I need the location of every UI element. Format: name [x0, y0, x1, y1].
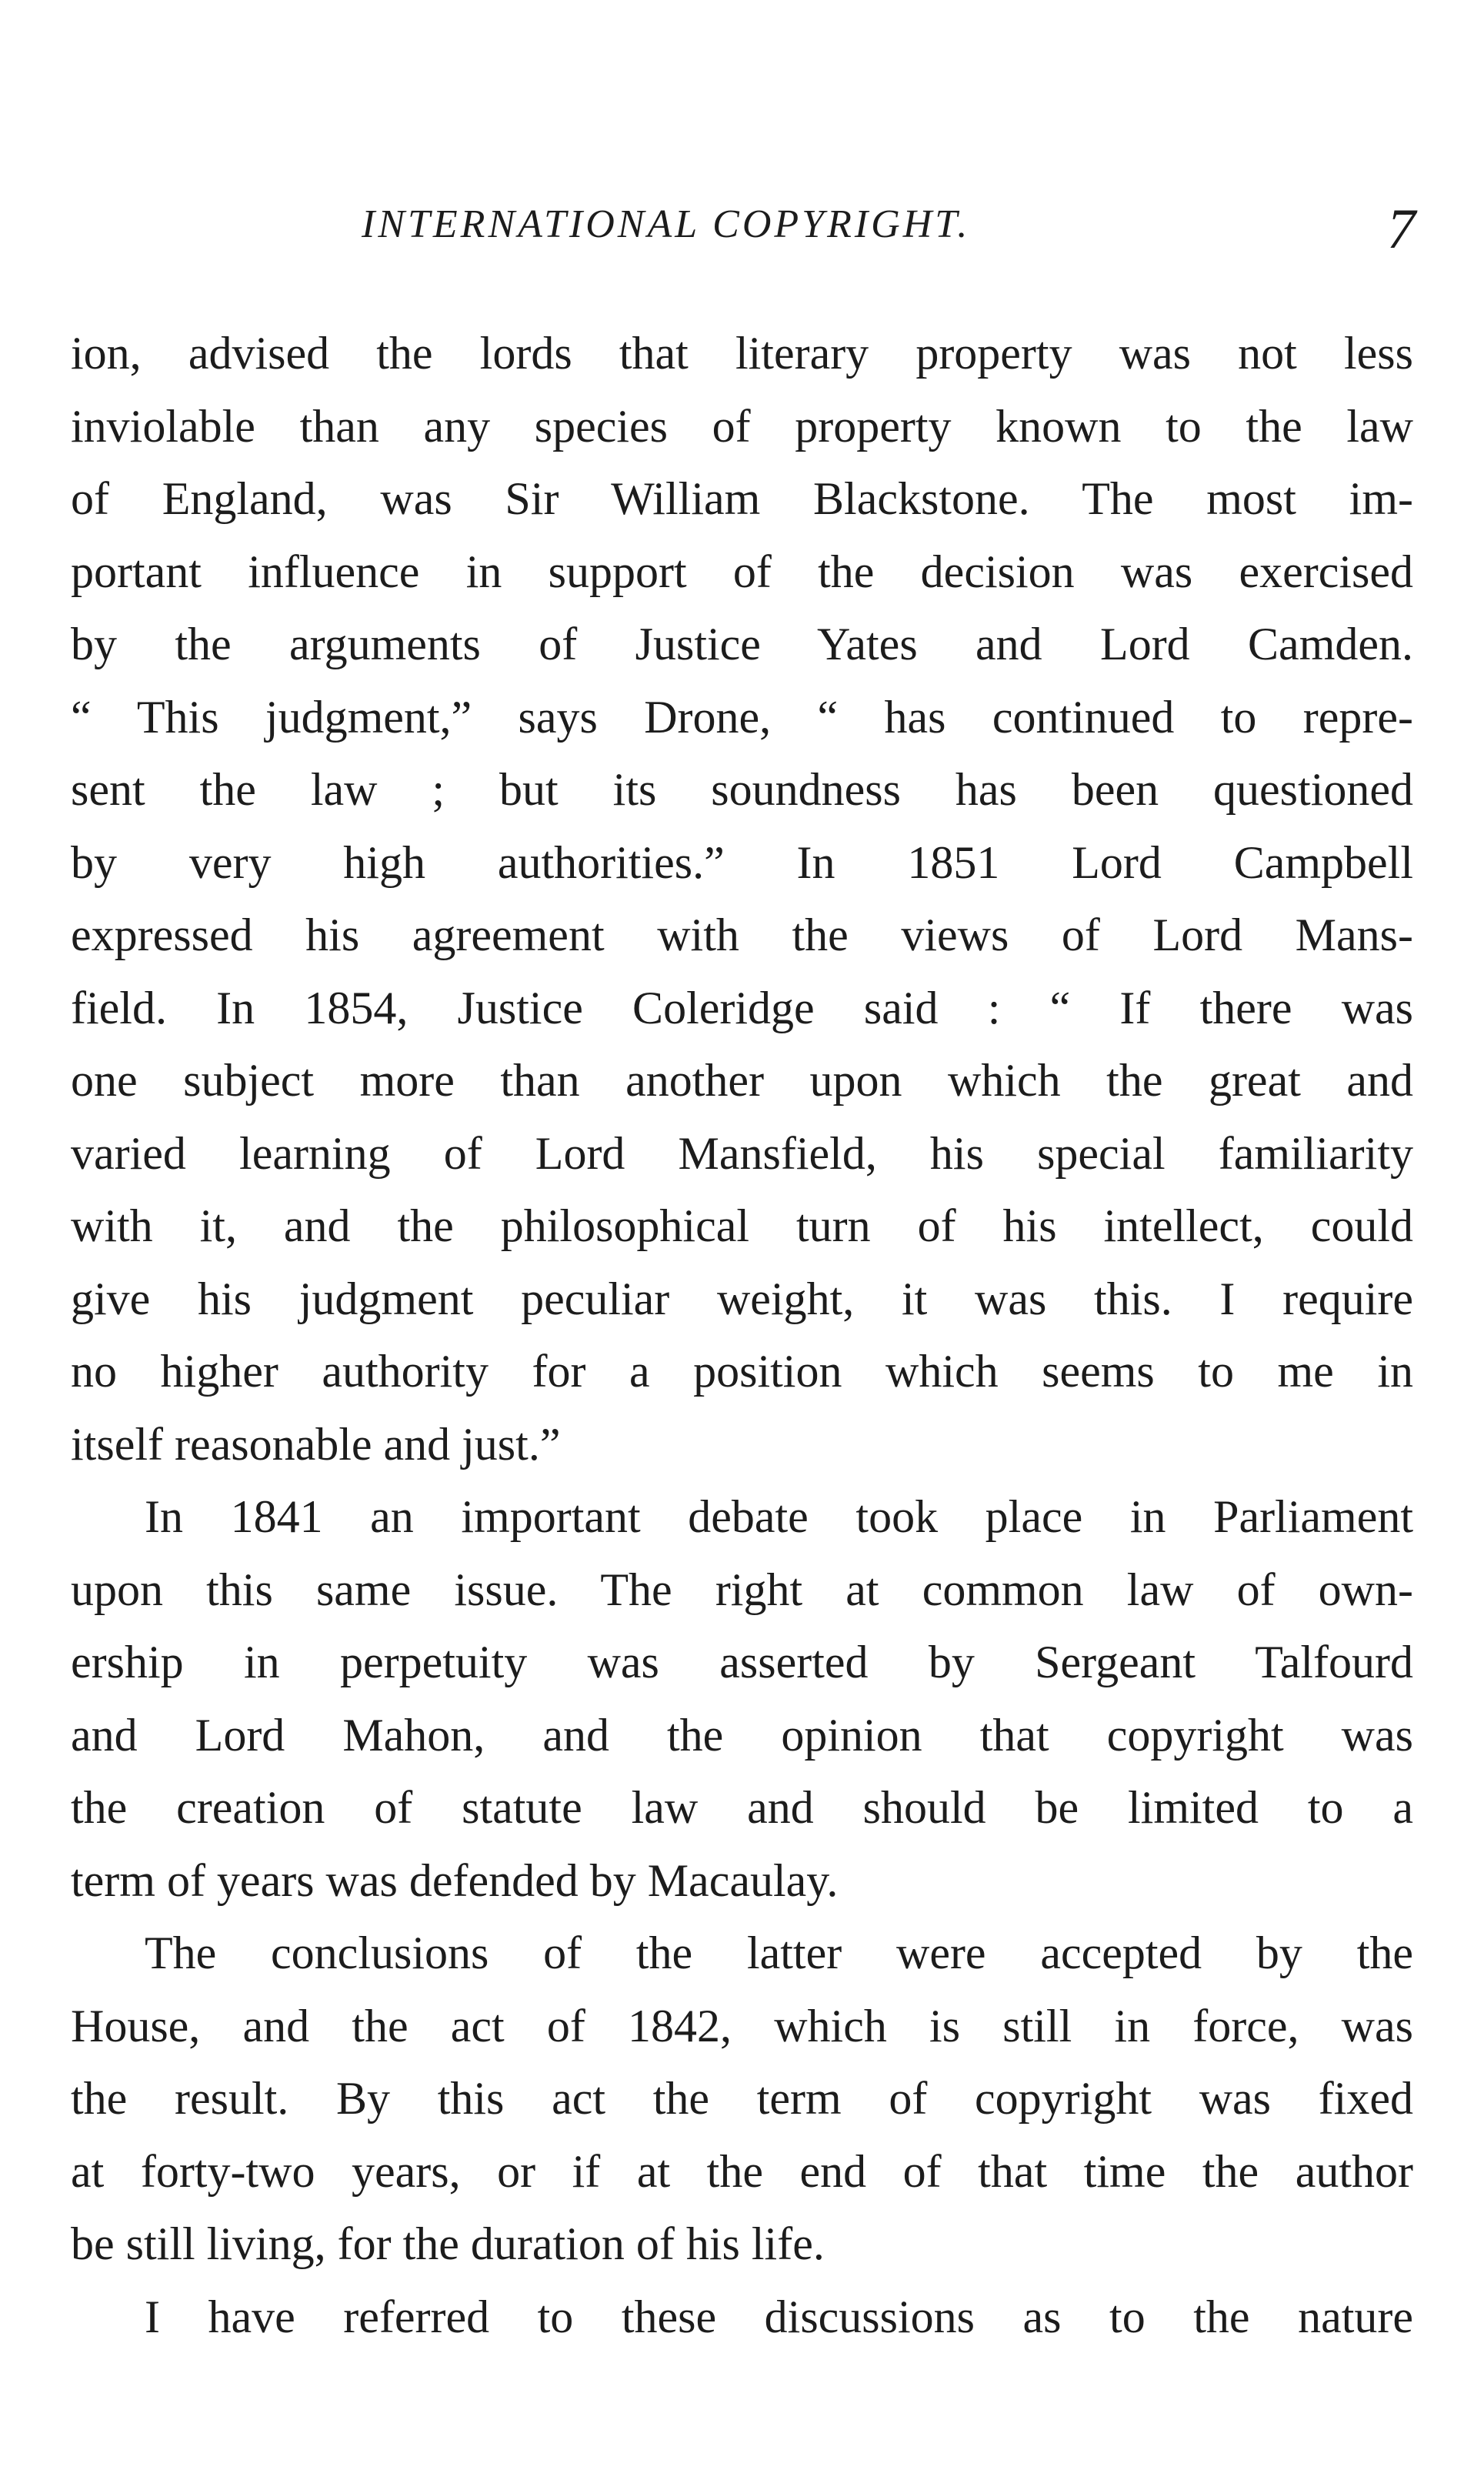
text-line: sent the law ; but its soundness has been questioned [71, 764, 1413, 815]
text-line: expressed his agreement with the views of Lord Mans- [71, 910, 1413, 960]
text-line: ership in perpetuity was asserted by Sergeant Talfourd [71, 1637, 1413, 1687]
text-line: and Lord Mahon, and the opinion that copyright was [71, 1709, 1413, 1761]
page-number: 7 [1387, 198, 1416, 261]
text-line: of England, was Sir William Blackstone. The most im- [71, 473, 1413, 524]
body-text [71, 317, 1413, 2353]
text-line: give his judgment peculiar weight, it was this. I require [71, 1273, 1413, 1324]
text-line: varied learning of Lord Mansfield, his special familiarity [71, 1127, 1413, 1179]
text-line: portant influence in support of the decision was exercised [71, 546, 1413, 597]
running-head [69, 198, 1416, 271]
text-line: be still living, for the duration of his life. [71, 2218, 825, 2269]
text-line: one subject more than another upon which the great and [71, 1055, 1413, 1106]
paragraph-first-line: In 1841 an important debate took place in Parliament [145, 1491, 1413, 1542]
paragraph-first-line: I have referred to these discussions as to the nature [145, 2291, 1413, 2342]
text-line: with it, and the philosophical turn of his intellect, could [71, 1200, 1413, 1251]
text-line: itself reasonable and just.” [71, 1418, 561, 1470]
text-line: no higher authority for a position which seems to me in [71, 1346, 1413, 1397]
text-line: ion, advised the lords that literary property was not less [71, 328, 1413, 379]
running-title: INTERNATIONAL COPYRIGHT. [362, 202, 971, 246]
text-line: the creation of statute law and should be limited to a [71, 1782, 1413, 1833]
text-line: at forty-two years, or if at the end of that time the author [71, 2145, 1413, 2197]
text-line: inviolable than any species of property known to the law [71, 400, 1413, 452]
text-line: the result. By this act the term of copyright was fixed [71, 2073, 1413, 2124]
paragraph-first-line: The conclusions of the latter were accepted by the [145, 1928, 1413, 1978]
text-line: upon this same issue. The right at common law of own- [71, 1564, 1413, 1615]
text-line: by the arguments of Justice Yates and Lord Camden. [71, 619, 1413, 669]
text-line: term of years was defended by Macaulay. [71, 1854, 839, 1906]
text-line: field. In 1854, Justice Coleridge said : “ If there was [71, 982, 1413, 1033]
text-line: House, and the act of 1842, which is still in force, was [71, 2000, 1413, 2051]
text-line: by very high authorities.” In 1851 Lord Campbell [71, 836, 1413, 888]
text-line: “ This judgment,” says Drone, “ has continued to repre- [71, 691, 1413, 743]
